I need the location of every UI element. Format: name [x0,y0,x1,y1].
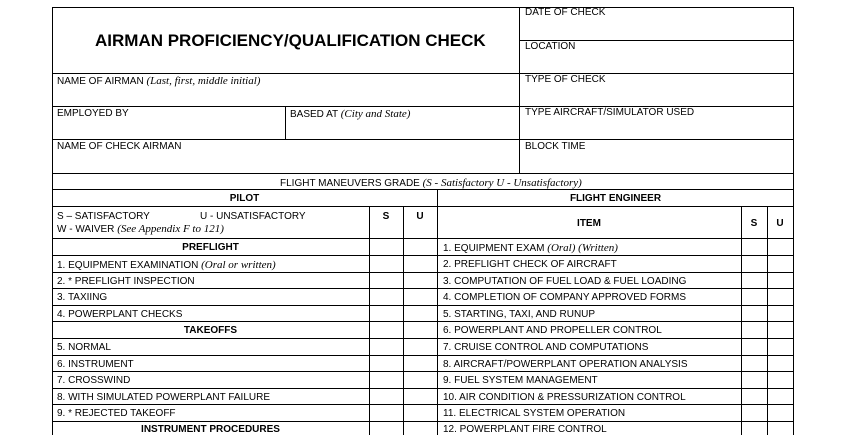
engineer-line-8 [437,371,794,372]
based-at-label [290,108,410,121]
grade-text: FLIGHT MANEUVERS GRADE [280,178,420,189]
pilot-col-s: S [382,211,390,222]
pilot-legend-line [52,238,437,239]
name-of-airman-text: NAME OF AIRMAN [57,76,144,87]
engineer-line-7 [437,355,794,356]
engineer-line-6 [437,338,794,339]
pilot-heading: PILOT [229,193,260,204]
row-divider-3 [52,139,794,140]
name-of-airman-label [57,75,260,88]
engineer-item-6: 6. POWERPLANT AND PROPELLER CONTROL [443,325,662,336]
pilot-item-2: 2. * PREFLIGHT INSPECTION [57,276,195,287]
header-divider [519,7,520,173]
engineer-item-3: 3. COMPUTATION OF FUEL LOAD & FUEL LOADING [443,276,687,287]
pilot-section-takeoffs: TAKEOFFS [183,325,238,336]
employed-by-label: EMPLOYED BY [57,108,129,119]
check-airman-label: NAME OF CHECK AIRMAN [57,141,182,152]
pilot-item-1-hint: (Oral or written) [201,259,276,271]
pilot-item-8: 8. WITH SIMULATED POWERPLANT FAILURE [57,392,270,403]
row-divider-4 [52,173,794,174]
row-divider-1 [52,73,794,74]
pilot-item-4: 4. POWERPLANT CHECKS [57,309,183,320]
engineer-line-2 [437,272,794,273]
pilot-item-7: 7. CROSSWIND [57,375,131,386]
pilot-line-5 [52,355,437,356]
engineer-item-9: 9. FUEL SYSTEM MANAGEMENT [443,375,598,386]
name-of-airman-hint: (Last, first, middle initial) [146,75,261,87]
engineer-col-item: ITEM [577,218,601,229]
pilot-col-u: U [416,211,424,222]
engineer-col-u: U [776,218,784,229]
type-aircraft-label: TYPE AIRCRAFT/SIMULATOR USED [525,107,695,118]
pilot-item-9: 9. * REJECTED TAKEOFF [57,408,176,419]
pilot-line-4 [52,321,437,322]
pilot-item-1-text: 1. EQUIPMENT EXAMINATION [57,260,199,271]
form-top-border [52,7,794,8]
engineer-item-1-hint: (Oral) (Written) [547,242,618,254]
employed-based-divider [285,106,286,139]
pilot-line-takeoffs [52,338,437,339]
engineer-header-line [437,238,794,239]
location-label: LOCATION [525,41,576,52]
engineer-col-s: S [750,218,758,229]
engineer-item-5: 5. STARTING, TAXI, AND RUNUP [443,309,596,320]
pilot-line-8 [52,404,437,405]
pilot-line-3 [52,305,437,306]
pilot-line-7 [52,388,437,389]
pilot-section-preflight: PREFLIGHT [182,242,239,253]
engineer-item-4: 4. COMPLETION OF COMPANY APPROVED FORMS [443,292,687,303]
block-time-label: BLOCK TIME [525,141,586,152]
pilot-item-5: 5. NORMAL [57,342,111,353]
pilot-item-6: 6. INSTRUMENT [57,359,134,370]
engineer-item-7: 7. CRUISE CONTROL AND COMPUTATIONS [443,342,649,353]
pilot-heading-line [52,206,437,207]
grade-hint: (S - Satisfactory U - Unsatisfactory) [422,177,582,189]
engineer-item-11: 11. ELECTRICAL SYSTEM OPERATION [443,408,626,419]
engineer-line-4 [437,305,794,306]
pilot-legend-w [57,223,224,236]
pilot-line-6 [52,371,437,372]
pilot-item-1 [57,259,276,272]
pilot-line-1 [52,272,437,273]
pilot-legend-w-hint: (See Appendix F to 121) [117,223,224,235]
engineer-item-10: 10. AIR CONDITION & PRESSURIZATION CONTROL [443,392,686,403]
engineer-line-3 [437,288,794,289]
pilot-line-9 [52,421,437,422]
pilot-legend-s: S – SATISFACTORY [57,211,150,222]
engineer-item-2: 2. PREFLIGHT CHECK OF AIRCRAFT [443,259,617,270]
pilot-legend-w-text: W - WAIVER [57,224,115,235]
engineer-item-1-text: 1. EQUIPMENT EXAM [443,243,545,254]
engineer-line-10 [437,404,794,405]
form-title: AIRMAN PROFICIENCY/QUALIFICATION CHECK [95,31,486,50]
engineer-line-11 [437,421,794,422]
based-at-text: BASED AT [290,109,338,120]
based-at-hint: (City and State) [340,108,411,120]
engineer-line-5 [437,321,794,322]
grade-bottom-line [52,189,794,190]
engineer-item-12: 12. POWERPLANT FIRE CONTROL [443,424,607,435]
engineer-heading: FLIGHT ENGINEER [569,193,662,204]
date-of-check-label: DATE OF CHECK [525,7,606,18]
pilot-legend-u: U - UNSATISFACTORY [200,211,306,222]
type-of-check-label: TYPE OF CHECK [525,74,606,85]
engineer-line-9 [437,388,794,389]
pilot-line-2 [52,288,437,289]
engineer-item-8: 8. AIRCRAFT/POWERPLANT OPERATION ANALYSIS [443,359,688,370]
pilot-section-instrument: INSTRUMENT PROCEDURES [141,424,280,435]
pilot-u-cell-1[interactable] [404,256,437,272]
engineer-item-1 [443,242,618,255]
pilot-item-3: 3. TAXIING [57,292,108,303]
pilot-s-cell-1[interactable] [370,256,403,272]
engineer-line-1 [437,255,794,256]
